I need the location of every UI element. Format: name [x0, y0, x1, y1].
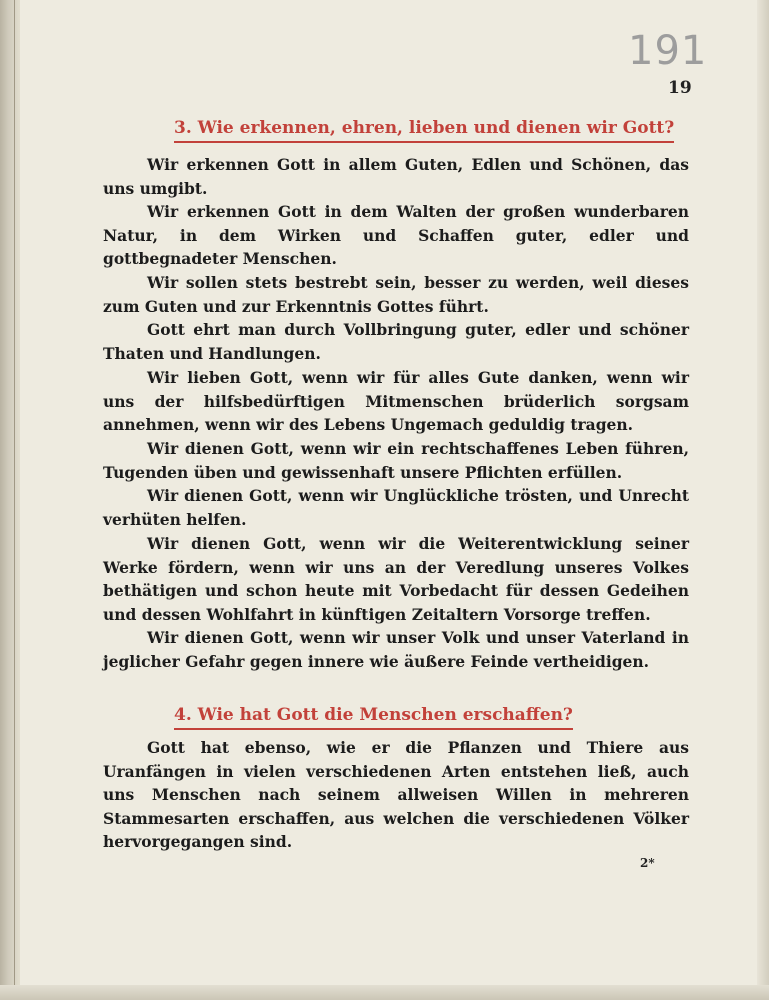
paragraph-9: Wir dienen Gott, wenn wir unser Volk und unser Vaterland in jeglicher Gefahr gegen innere wie äußere Feinde vertheidigen.: [103, 628, 689, 671]
paragraph-4: Gott ehrt man durch Vollbringung guter, edler und schöner Thaten und Handlungen.: [103, 320, 689, 363]
paragraph-7: Wir dienen Gott, wenn wir Unglückliche trösten, und Unrecht verhüten helfen.: [103, 486, 689, 529]
paragraph-10: Gott hat ebenso, wie er die Pflanzen und Thiere aus Uranfängen in vielen verschiedenen Arten entstehen ließ, auch uns Menschen nach seinem allweisen Willen in mehreren Stammesarten erschaffen, aus welchen die verschiedenen Völker hervorgegangen sind.: [103, 738, 689, 851]
paragraph-1: Wir erkennen Gott in allem Guten, Edlen und Schönen, das uns umgibt.: [103, 155, 689, 198]
paragraph-8: Wir dienen Gott, wenn wir die Weiterentwicklung seiner Werke fördern, wenn wir uns an der Veredlung unseres Volkes bethätigen und schon heute mit Vorbedacht für dessen Gedeihen und dessen Wohlfahrt in künftigen Zeitaltern Vorsorge treffen.: [103, 534, 689, 624]
page-right-edge: [757, 0, 769, 1000]
archive-pencil-number: 191: [628, 28, 708, 74]
paragraph-3: Wir sollen stets bestrebt sein, besser zu werden, weil dieses zum Guten und zur Erkenntnis Gottes führt.: [103, 273, 689, 316]
paragraph-6: Wir dienen Gott, wenn wir ein rechtschaffenes Leben führen, Tugenden üben und gewissenhaft unsere Pflichten erfüllen.: [103, 439, 689, 482]
section-heading-4: 4. Wie hat Gott die Menschen erschaffen?: [174, 705, 573, 730]
binding-fold-line: [14, 0, 15, 1000]
page-bottom-edge: [0, 985, 769, 1000]
paragraph-2: Wir erkennen Gott in dem Walten der großen wunderbaren Natur, in dem Wirken und Schaffen guter, edler und gottbegnadeter Menschen.: [103, 202, 689, 268]
section-heading-3: 3. Wie erkennen, ehren, lieben und dienen wir Gott?: [174, 118, 674, 143]
printer-signature-mark: 2*: [640, 856, 655, 870]
page-number: 19: [668, 78, 692, 98]
page-binding-edge: [0, 0, 20, 1000]
paragraph-5: Wir lieben Gott, wenn wir für alles Gute danken, wenn wir uns der hilfsbedürftigen Mitmenschen brüderlich sorgsam annehmen, wenn wir des Lebens Ungemach geduldig tragen.: [103, 368, 689, 434]
